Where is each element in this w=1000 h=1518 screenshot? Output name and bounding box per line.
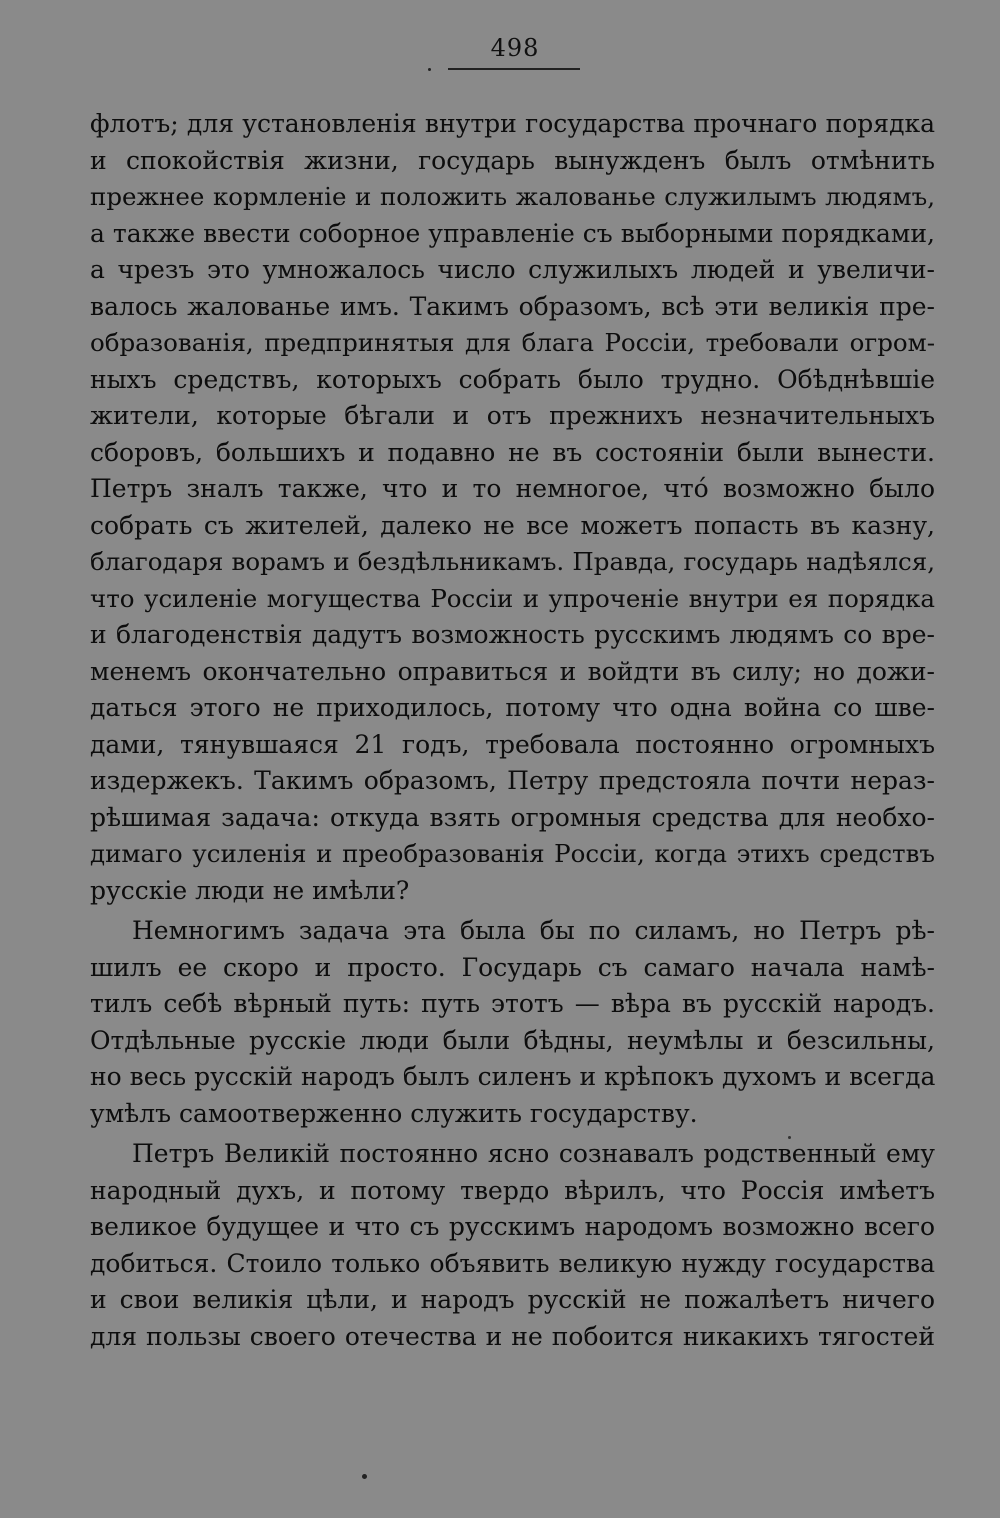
text-line: ныхъ средствъ, которыхъ собрать было трудно. Обѣднѣвшіе (90, 364, 935, 394)
print-speck (362, 1474, 367, 1479)
text-line: а чрезъ это умножалось число служилыхъ людей и увеличи- (90, 255, 935, 284)
text-line: дами, тянувшаяся 21 годъ, требовала постоянно огромныхъ (90, 729, 935, 759)
paragraph (90, 106, 935, 909)
text-line: Петръ зналъ также, что и то немногое, что́ возможно было (90, 474, 935, 503)
text-line: благодаря ворамъ и бездѣльникамъ. Правда, государь надѣялся, (90, 547, 935, 576)
text-line: добиться. Стоило только объявить великую нужду государства (90, 1248, 935, 1278)
text-line: димаго усиленія и преобразованія Россіи, когда этихъ средствъ (90, 839, 935, 868)
text-line: и благоденствія дадутъ возможность русскимъ людямъ со вре- (90, 620, 935, 649)
text-line: даться этого не приходилось, потому что одна война со шве- (90, 693, 935, 722)
text-line: Петръ Великій постоянно ясно сознавалъ родственный ему (132, 1139, 935, 1168)
text-line: образованія, предпринятыя для блага Россіи, требовали огром- (90, 328, 935, 357)
text-line: шилъ ее скоро и просто. Государь съ самаго начала намѣ- (90, 952, 935, 982)
text-line: а также ввести соборное управленіе съ выборными порядками, (90, 218, 935, 248)
paragraph (90, 913, 935, 1132)
text-line: рѣшимая задача: откуда взять огромныя средства для необхо- (90, 802, 935, 832)
text-line: сборовъ, большихъ и подавно не въ состояніи были вынести. (90, 437, 935, 467)
text-line: и свои великія цѣли, и народъ русскій не пожалѣетъ ничего (90, 1285, 935, 1314)
paragraph (90, 1136, 935, 1355)
text-line: Немногимъ задача эта была бы по силамъ, но Петръ рѣ- (132, 916, 935, 945)
header-rule (448, 68, 580, 70)
text-line: умѣлъ самоотверженно служить государству. (90, 1098, 698, 1128)
text-line: что усиленіе могущества Россіи и упроченіе внутри ея порядка (90, 583, 935, 613)
text-line: прежнее кормленіе и положить жалованье служилымъ людямъ, (90, 182, 935, 211)
page-number: 498 (490, 34, 540, 62)
text-line: собрать съ жителей, далеко не все можетъ попасть въ казну, (90, 510, 935, 540)
page-body (90, 106, 935, 1355)
text-line: тилъ себѣ вѣрный путь: путь этотъ — вѣра въ русскій народъ. (90, 989, 935, 1018)
text-line: валось жалованье имъ. Такимъ образомъ, всѣ эти великія пре- (90, 291, 935, 321)
text-line: менемъ окончательно оправиться и войдти въ силу; но дожи- (90, 656, 935, 686)
text-line: и спокойствія жизни, государь вынужденъ былъ отмѣнить (90, 145, 935, 175)
text-line: великое будущее и что съ русскимъ народомъ возможно всего (90, 1212, 935, 1241)
text-line: Отдѣльные русскіе люди были бѣдны, неумѣлы и безсильны, (90, 1025, 935, 1055)
text-line: русскіе люди не имѣли? (90, 875, 410, 905)
text-line: флотъ; для установленія внутри государства прочнаго порядка (90, 109, 935, 138)
page-header (0, 28, 1000, 78)
text-line: издержекъ. Такимъ образомъ, Петру предстояла почти нераз- (90, 766, 935, 795)
text-line: жители, которые бѣгали и отъ прежнихъ незначительныхъ (90, 401, 935, 430)
text-line: народный духъ, и потому твердо вѣрилъ, что Россія имѣетъ (90, 1175, 935, 1205)
text-line: но весь русскій народъ былъ силенъ и крѣпокъ духомъ и всегда (90, 1062, 935, 1091)
header-dot (428, 68, 431, 71)
print-speck (788, 1136, 791, 1139)
text-line: для пользы своего отечества и не побоится никакихъ тягостей (90, 1321, 935, 1351)
